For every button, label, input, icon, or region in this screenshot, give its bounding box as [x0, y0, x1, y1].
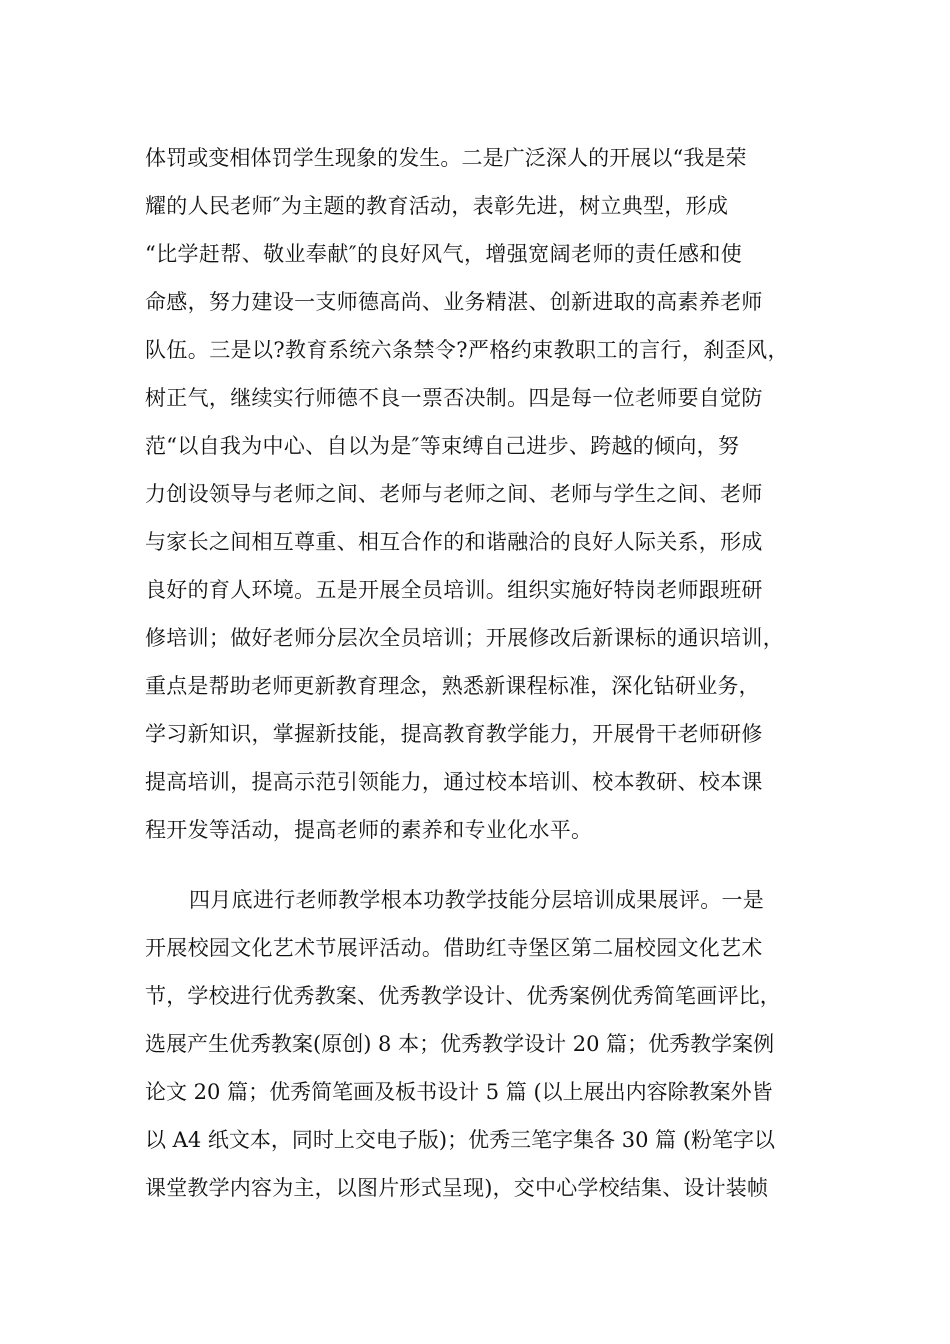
text-line: 修培训；做好老师分层次全员培训；开展修改后新课标的通识培训， [145, 626, 784, 650]
text-line: 树正气，继续实行师德不良一票否决制。四是每一位老师要自觉防 [145, 386, 763, 410]
text-line: 课堂教学内容为主，以图片形式呈现)，交中心学校结集、设计装帧 [145, 1176, 769, 1200]
text-line: 节，学校进行优秀教案、优秀教学设计、优秀案例优秀简笔画评比， [145, 984, 781, 1008]
text-line: “比学赶帮、敬业奉献″的良好风气，增强宽阔老师的责任感和使 [145, 242, 743, 266]
text-line: 论文 20 篇；优秀简笔画及板书设计 5 篇 (以上展出内容除教案外皆 [145, 1080, 773, 1104]
text-line: 四月底进行老师教学根本功教学技能分层培训成果展评。一是 [189, 888, 765, 912]
text-line: 命感，努力建设一支师德高尚、业务精湛、创新进取的高素养老师 [145, 290, 763, 314]
text-line: 选展产生优秀教案(原创) 8 本；优秀教学设计 20 篇；优秀教学案例 [145, 1032, 775, 1056]
text-line: 耀的人民老师″为主题的教育活动，表彰先进，树立典型，形成 [145, 194, 729, 218]
text-line: 力创设领导与老师之间、老师与老师之间、老师与学生之间、老师 [145, 482, 763, 506]
text-line: 学习新知识，掌握新技能，提高教育教学能力，开展骨干老师研修 [145, 722, 763, 746]
text-line: 与家长之间相互尊重、相互合作的和谐融洽的良好人际关系，形成 [145, 530, 763, 554]
text-line: 体罚或变相体罚学生现象的发生。二是广泛深人的开展以“我是荣 [145, 146, 747, 170]
text-line: 程开发等活动，提高老师的素养和专业化水平。 [145, 818, 593, 842]
paragraph-1 [145, 134, 817, 854]
text-line: 队伍。三是以?教育系统六条禁令?严格约束教职工的言行，刹歪风， [145, 338, 789, 362]
text-line: 提高培训，提高示范引领能力，通过校本培训、校本教研、校本课 [145, 770, 763, 794]
text-line: 以 A4 纸文本，同时上交电子版)；优秀三笔字集各 30 篇 (粉笔字以 [145, 1128, 776, 1152]
text-line: 良好的育人环境。五是开展全员培训。组织实施好特岗老师跟班研 [145, 578, 763, 602]
text-line: 重点是帮助老师更新教育理念，熟悉新课程标准，深化钻研业务， [145, 674, 760, 698]
text-line: 开展校园文化艺术节展评活动。借助红寺堡区第二届校园文化艺术 [145, 936, 763, 960]
paragraph-2 [145, 876, 817, 1212]
text-line: 范“以自我为中心、自以为是″等束缚自己进步、跨越的倾向，努 [145, 434, 740, 458]
